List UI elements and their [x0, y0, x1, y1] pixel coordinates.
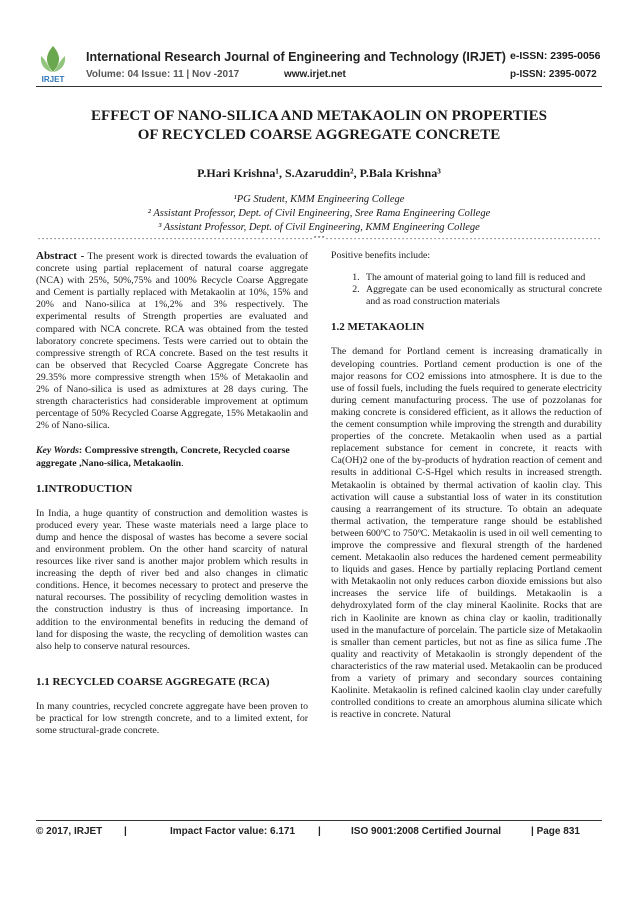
abstract-label: Abstract - [36, 250, 85, 262]
e-issn: e-ISSN: 2395-0056 [510, 50, 601, 62]
title-line-2: OF RECYCLED COARSE AGGREGATE CONCRETE [137, 127, 501, 143]
benefits-intro: Positive benefits include: [331, 250, 431, 261]
footer-iso: ISO 9001:2008 Certified Journal [351, 826, 502, 837]
logo-text: IRJET [41, 75, 65, 84]
footer-separator: | [124, 826, 127, 837]
journal-title: International Research Journal of Engineering and Technology (IRJET) [86, 50, 506, 64]
affiliation-2: ² Assistant Professor, Dept. of Civil Engineering, Sree Rama Engineering College [147, 208, 491, 219]
footer-separator: | [318, 826, 321, 837]
benefits-list [331, 272, 602, 308]
abstract-text: The present work is directed towards the evaluation of concrete using partial replacement of natural coarse aggregate (NCA) with 25%, 50%,75% and 100% Recycle Coarse Aggregate and Cement is partially replaced with Metakaolin at 10%, 15% and 20% and Nano-silica at 1%,2% and 3% respectively. The experimental results of Strength properties are evaluated and compared with NCA concrete. RCA was obtained from the tested laboratory concrete specimens. Tests were carried out to obtain the compressive strength of RCA concrete. Based on the test results it can be observed that Recycled Coarse Aggregate Concrete has 29.35% more compressive strength when 15% of Metakaolin and 2% of Nano-silica is used as admixtures at 28 days curing. The strength characteristics had considerable improvement at optimum percentage of 50% Recycled Coarse Aggregate, 15% Metakaolin and 2% of Nano-silica. [36, 251, 308, 432]
irjet-logo [36, 44, 70, 84]
irjet-leaf-icon [36, 44, 70, 84]
footer-impact-factor: Impact Factor value: 6.171 [170, 826, 296, 837]
abstract [36, 250, 308, 432]
benefit-item: 1. The amount of material going to land fill is reduced and [362, 272, 602, 284]
rca-text: In many countries, recycled concrete aggregate have been proven to be practical for low strength concrete, and to a limited extent, for some structural-grade concrete. [36, 700, 308, 737]
metakaolin-heading: 1.2 METAKAOLIN [331, 321, 425, 334]
journal-website-link[interactable]: www.irjet.net [284, 69, 346, 80]
left-column [36, 250, 308, 737]
keywords-label: Key Words [36, 445, 79, 457]
keywords-end: . [181, 457, 184, 469]
header-divider [36, 86, 602, 87]
paper-title [36, 107, 602, 145]
footer-copyright: © 2017, IRJET [36, 826, 103, 837]
introduction-text: In India, a huge quantity of construction and demolition wastes is produced every year. These waste materials need a large place to dump and hence the disposal of wastes has become a severe social and environment problem. On the other hand scarcity of natural resources like river sand is another major problem which results in increasing the depth of river bed and also changes in climatic conditions. Hence, it becomes necessary to protect and preserve the natural recourses. The possibility of recycling demolition wastes in the construction industry is thus of increasing importance. In addition to the environmental benefits in reducing the demand of land for disposing the waste, the recycling of demolition wastes can also help to conserve natural resources. [36, 507, 308, 652]
rca-heading: 1.1 RECYCLED COARSE AGGREGATE (RCA) [36, 675, 270, 688]
right-column [331, 250, 602, 721]
title-line-1: EFFECT OF NANO-SILICA AND METAKAOLIN ON PROPERTIES [91, 108, 547, 124]
affiliation-1: ¹PG Student, KMM Engineering College [233, 194, 405, 205]
keywords-text: : Compressive strength, Concrete, Recycled coarse aggregate ,Nano-silica, Metakaolin [36, 445, 290, 469]
metakaolin-text: The demand for Portland cement is increasing dramatically in developing countries. Portland cement production is one of the major reasons for CO2 emissions into atmosphere. It is due to the use of fossil fuels, including the fuels required to generate electricity during cement manufacturing process. The use of pozzolanas for making concrete is considered efficient, as it allows the reduction of the cement consumption while improving the strength and durability properties of the concrete. Metakaolin when used as a partial replacement substance for cement in concrete, it reacts with Ca(OH)2 one of the by-products of hydration reaction of cement and results in additional C-S-Hgel which results in increased strength. Metakaolin is obtained by thermal activation of kaolin clay. This activation will cause a substantial loss of water in its constitution causing a rearrangement of its structure. To obtain an adequate thermal activation, the temperature range should be established between 600ºC to 750ºC. Metakaolin is used in oil well cementing to improve the compressive and flexural strength of the hardened cement. Metakaolin also reduces the hardened cement permeability to liquids and gases. Hence by partially replacing Portland cement with Metakaolin not only reduces carbon dioxide emissions but also increases the service life of buildings. Metakaolin is a dehydroxylated form of the clay mineral Kaolinite. Rocks that are rich in Kaolinite are known as china clay or kaolin, traditionally used in the manufacture of porcelain. The particle size of Metakaolin is smaller than cement particles, but not as fine as silica fume .The quality and reactivity of Metakaolin is strongly dependent of the characteristics of the raw material used. Metakaolin can be produced from a variety of primary and secondary sources containing Kaolinite. Metakaolin is refined calcined kaolin clay under carefully controlled conditions to create an amorphous alumina silicate which is reactive in concrete. Natural [331, 346, 602, 721]
affiliation-3: ³ Assistant Professor, Dept. of Civil Engineering, KMM Engineering College [158, 222, 480, 233]
volume-issue: Volume: 04 Issue: 11 | Nov -2017 [86, 69, 240, 80]
footer-page-number: | Page 831 [531, 826, 580, 837]
section-separator: ---------------------------------------------------------------------***--------------------------------------------------------------------- [36, 236, 602, 244]
keywords [36, 445, 308, 469]
authors: P.Hari Krishna¹, S.Azaruddin², P.Bala Krishna³ [197, 166, 441, 180]
benefit-item: 2. Aggregate can be used economically as structural concrete and as road construction materials [362, 284, 602, 308]
footer-divider [36, 820, 602, 821]
p-issn: p-ISSN: 2395-0072 [510, 69, 597, 80]
introduction-heading: 1.INTRODUCTION [36, 482, 133, 495]
